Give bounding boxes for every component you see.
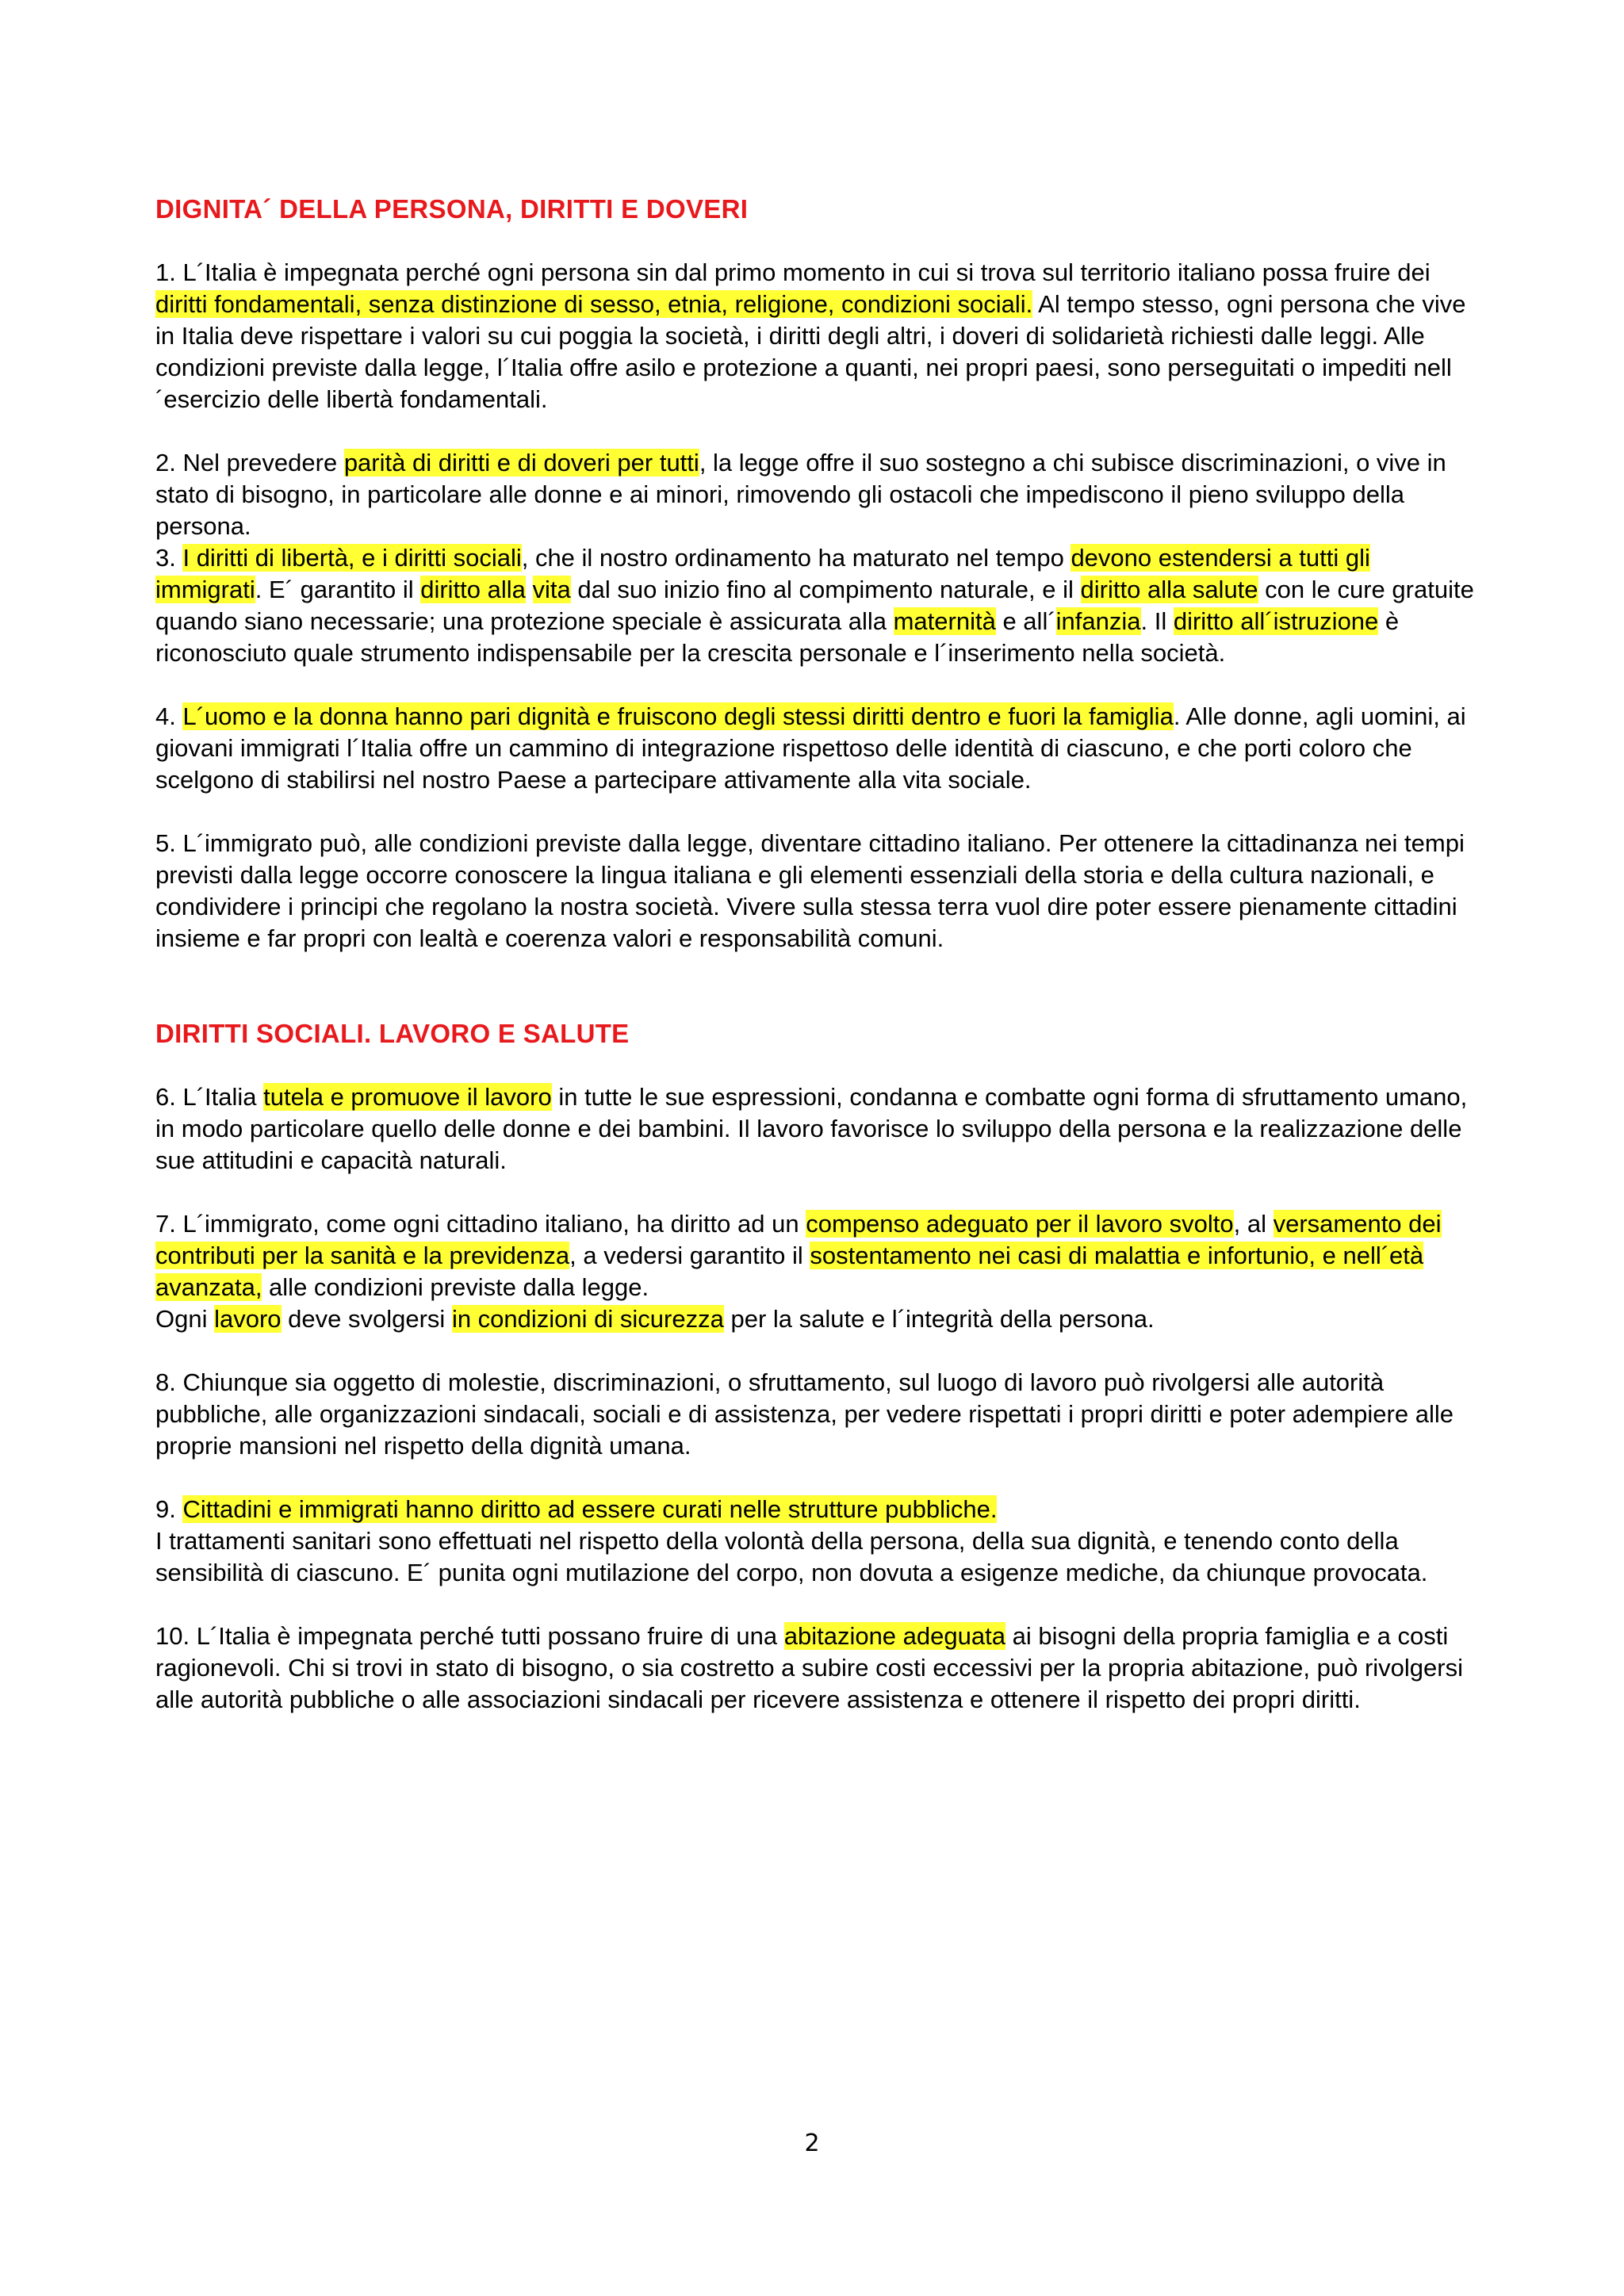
- article-paragraph: [155, 1303, 1478, 1335]
- highlighted-text: abitazione adeguata: [783, 1622, 1005, 1650]
- paragraph-text: , a vedersi garantito il: [569, 1242, 810, 1269]
- document-page: [155, 193, 1478, 1716]
- highlighted-text: Cittadini e immigrati hanno diritto ad essere curati nelle strutture pubbliche.: [182, 1495, 998, 1523]
- paragraph-text: per la salute e l´integrità della persona.: [723, 1305, 1155, 1333]
- paragraph-text: 9.: [155, 1495, 183, 1523]
- paragraph-text: 8. Chiunque sia oggetto di molestie, discriminazioni, o sfruttamento, sul luogo di lavoro può rivolgersi alle autorità pubbliche, alle organizzazioni sindacali, sociali e di assistenza, per vedere rispettati i propri diritti e poter adempiere alle proprie mansioni nel rispetto della dignità umana.: [155, 1368, 1454, 1460]
- paragraph-text: con le cure gratuite quando siano necessarie; una protezione speciale è assicurata alla: [155, 576, 1474, 635]
- paragraph-text: [526, 576, 533, 603]
- highlighted-text: devono estendersi a tutti gli immigrati: [155, 544, 1370, 603]
- highlighted-text: tutela e promuove il lavoro: [263, 1083, 552, 1111]
- highlighted-text: I diritti di libertà, e i diritti sociali: [182, 544, 522, 572]
- paragraph-text: è riconosciuto quale strumento indispensabile per la crescita personale e l´inserimento nella società.: [155, 607, 1400, 667]
- paragraph-text: in tutte le sue espressioni, condanna e combatte ogni forma di sfruttamento umano, in modo particolare quello delle donne e dei bambini. Il lavoro favorisce lo sviluppo della persona e la realizzazione delle sue attitudini e capacità naturali.: [155, 1083, 1468, 1174]
- paragraph-text: dal suo inizio fino al compimento naturale, e il: [570, 576, 1081, 603]
- paragraph-text: 1. L´Italia è impegnata perché ogni persona sin dal primo momento in cui si trova sul territorio italiano possa fruire dei: [155, 258, 1431, 286]
- paragraph-text: e all´: [995, 607, 1056, 635]
- paragraph-text: alle condizioni previste dalla legge.: [262, 1273, 649, 1301]
- highlighted-text: compenso adeguato per il lavoro svolto: [806, 1210, 1234, 1238]
- article-paragraph: [155, 701, 1478, 796]
- highlighted-text: maternità: [893, 607, 996, 635]
- article-paragraph: [155, 828, 1478, 955]
- paragraph-text: 7. L´immigrato, come ogni cittadino italiano, ha diritto ad un: [155, 1210, 806, 1238]
- highlighted-text: versamento dei contributi per la sanità e la previdenza: [155, 1210, 1442, 1269]
- paragraph-text: . Alle donne, agli uomini, ai giovani immigrati l´Italia offre un cammino di integrazione rispettoso delle identità di ciascuno, e che porti coloro che scelgono di stabilirsi nel nostro Paese a partecipare attivamente alla vita sociale.: [155, 702, 1466, 794]
- paragraph-text: I trattamenti sanitari sono effettuati nel rispetto della volontà della persona, della sua dignità, e tenendo conto della sensibilità di ciascuno. E´ punita ogni mutilazione del corpo, non dovuta a esigenze mediche, da chiunque provocata.: [155, 1527, 1428, 1586]
- highlighted-text: L´uomo e la donna hanno pari dignità e fruiscono degli stessi diritti dentro e fuori la famiglia: [182, 702, 1174, 730]
- article-paragraph: [155, 542, 1478, 669]
- paragraph-text: 4.: [155, 702, 183, 730]
- article-paragraph: [155, 447, 1478, 542]
- article-paragraph: [155, 1494, 1478, 1525]
- paragraph-text: Ogni: [155, 1305, 215, 1333]
- highlighted-text: diritto alla: [420, 576, 526, 603]
- paragraph-text: Al tempo stesso, ogni persona che vive in Italia deve rispettare i valori su cui poggia la società, i diritti degli altri, i doveri di solidarietà richiesti dalle leggi. Alle condizioni previste dalla legge, l´Italia offre asilo e protezione a quanti, nei propri paesi, sono perseguitati o impediti nell´esercizio delle libertà fondamentali.: [155, 290, 1466, 413]
- paragraph-text: , al: [1233, 1210, 1274, 1238]
- article-paragraph: [155, 1081, 1478, 1177]
- paragraph-text: . Il: [1140, 607, 1174, 635]
- highlighted-text: parità di diritti e di doveri per tutti: [343, 449, 699, 476]
- article-paragraph: [155, 1208, 1478, 1303]
- paragraph-text: deve svolgersi: [281, 1305, 452, 1333]
- highlighted-text: vita: [532, 576, 571, 603]
- paragraph-text: 6. L´Italia: [155, 1083, 264, 1111]
- highlighted-text: sostentamento nei casi di malattia e infortunio, e nell´età avanzata,: [155, 1242, 1424, 1301]
- paragraph-text: . E´ garantito il: [255, 576, 421, 603]
- article-paragraph: [155, 1621, 1478, 1716]
- paragraph-text: 5. L´immigrato può, alle condizioni previste dalla legge, diventare cittadino italiano. Per ottenere la cittadinanza nei tempi previsti dalla legge occorre conoscere la lingua italiana e gli elementi essenziali della storia e della cultura nazionali, e condividere i principi che regolano la nostra società. Vivere sulla stessa terra vuol dire poter essere pienamente cittadini insieme e far propri con lealtà e coerenza valori e responsabilità comuni.: [155, 829, 1465, 952]
- article-paragraph: [155, 1367, 1478, 1462]
- page-number: 2: [804, 2130, 820, 2157]
- highlighted-text: diritti fondamentali, senza distinzione di sesso, etnia, religione, condizioni sociali.: [155, 290, 1033, 318]
- paragraph-text: ai bisogni della propria famiglia e a costi ragionevoli. Chi si trovi in stato di bisogno, o sia costretto a subire costi eccessivi per la propria abitazione, può rivolgersi alle autorità pubbliche o alle associazioni sindacali per ricevere assistenza e ottenere il rispetto dei propri diritti.: [155, 1622, 1463, 1713]
- article-paragraph: [155, 257, 1478, 415]
- paragraph-text: 10. L´Italia è impegnata perché tutti possano fruire di una: [155, 1622, 784, 1650]
- highlighted-text: infanzia: [1055, 607, 1141, 635]
- paragraph-text: 3.: [155, 544, 183, 572]
- highlighted-text: diritto alla salute: [1080, 576, 1258, 603]
- paragraph-text: 2. Nel prevedere: [155, 449, 344, 476]
- paragraph-text: , la legge offre il suo sostegno a chi subisce discriminazioni, o vive in stato di bisogno, in particolare alle donne e ai minori, rimovendo gli ostacoli che impediscono il pieno sviluppo della persona.: [155, 449, 1446, 540]
- highlighted-text: lavoro: [214, 1305, 282, 1333]
- section-title: DIGNITA´ DELLA PERSONA, DIRITTI E DOVERI: [155, 194, 749, 224]
- highlighted-text: in condizioni di sicurezza: [451, 1305, 724, 1333]
- article-paragraph: [155, 1525, 1478, 1589]
- highlighted-text: diritto all´istruzione: [1173, 607, 1379, 635]
- paragraph-text: , che il nostro ordinamento ha maturato nel tempo: [521, 544, 1071, 572]
- section-title: DIRITTI SOCIALI. LAVORO E SALUTE: [155, 1019, 630, 1048]
